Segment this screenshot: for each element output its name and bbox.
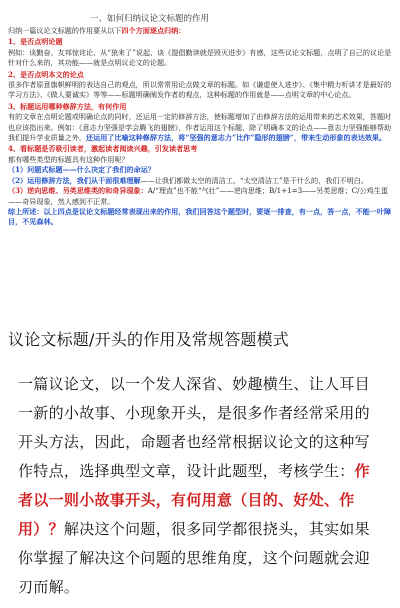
point-4-question: 都有哪些类型的标题具有这种作用呢？ <box>8 154 129 164</box>
point-1-heading: 1、是否点明论题 <box>8 37 63 47</box>
section-title: 一、如何归纳议论文标题的作用 <box>90 14 210 24</box>
point-3-body <box>8 112 392 143</box>
large-body-conclusion: 解决这个问题，很多同学都很挠头，其实如果你掌握了解决这个问题的思维角度，这个问题就会迎刃而解。 <box>18 520 370 596</box>
intro-emphasis: 四个方面逐点归纳： <box>121 26 186 35</box>
large-body-emphasis: 作者以一则小故事开头，有何用意（目的、好处、作用）？ <box>18 462 370 538</box>
point-4-item-3-text: A/“理直”也不能“气壮”——逆向思维；B/1+1=3——另类思维；C/公鸡生蛋——奇异现象，然人感到不正常。 <box>8 186 388 206</box>
point-3-body-emphasis: 还运用了比喻这种修辞方法，将“坚强的意志力”比作“隐形的翅膀”，带来生动形象的表达效果。 <box>86 133 387 143</box>
intro-line <box>8 26 392 36</box>
summary-paragraph: 综上所述：以上四点是议论文标题经常表现出来的作用，我们回答这个题型时，要逐一排查，有一点，答一点，不能一叶障目，不见森林。 <box>8 206 392 227</box>
point-4-item-2-emphasis: （2）运用修辞方法，我们从干面很难理解 <box>8 175 141 185</box>
point-4-item-3 <box>8 186 392 207</box>
point-4-item-1: （1）问题式标题——什么决定了我们的命运？ <box>8 165 155 175</box>
point-4-item-3-emphasis: （3）逆向思维、另类思维类的和奇异现象： <box>8 186 148 196</box>
point-3-body-text: 有的文章在点明论题或明确论点的同时，还运用一定的修辞方法，使标题增加了由修辞方法的运用带来的艺术效果，答题时也应该指出来。例如：《意志力坚强是学会腾飞的翅膀》，作者运用这个标题，除了明确本文的论点——意志力坚强能够帮助我们提升学业质量之外， <box>8 112 392 143</box>
point-4-heading: 4、看标题是否吸引读者，激起读者阅读兴趣，引发读者思考 <box>8 144 198 154</box>
section-heading-2: 议论文标题/开头的作用及常规答题模式 <box>8 330 289 349</box>
point-2-heading: 2、是否点明本文的论点 <box>8 69 84 79</box>
large-body-text: 一篇议论文，以一个发人深省、妙趣横生、让人耳目一新的小故事、小现象开头，是很多作者经常采用的开头方法，因此，命题者也经常根据议论文的这种写作特点，选择典型文章，设计此题型，考核学生： <box>18 375 370 480</box>
point-3-heading: 3、标题运用哪种修辞方法，有何作用 <box>8 101 127 111</box>
intro-text: 归纳一篇议论文标题的作用要从以下 <box>8 26 122 35</box>
point-2-body: 很多作者原意旗帜鲜明的表达自己的观点，所以常常用论点做文章的标题。如《谦虚使人进步》、《集中精力听讲才是最好的学习方法》、《做人要诚实》等等——标题明确阐发作者的观点，这种标题的作用就是——点明文章的中心论点。 <box>8 80 392 100</box>
point-4-item-2 <box>8 176 392 186</box>
point-4-item-2-text: ——让我们都做太空的清洁工。“太空清洁工”是干什么的，我们不明白。 <box>140 175 368 185</box>
point-1-body: 例如：谈勤奋、友邦惊诧论、从“狼来了”说起、谈《提倡勤读就是毁灭进步》有感，这些议论文标题，点明了自己的议论是针对什么来的，其功能——就是点明议论文的论题。 <box>8 47 392 68</box>
large-body-paragraph <box>18 370 384 602</box>
